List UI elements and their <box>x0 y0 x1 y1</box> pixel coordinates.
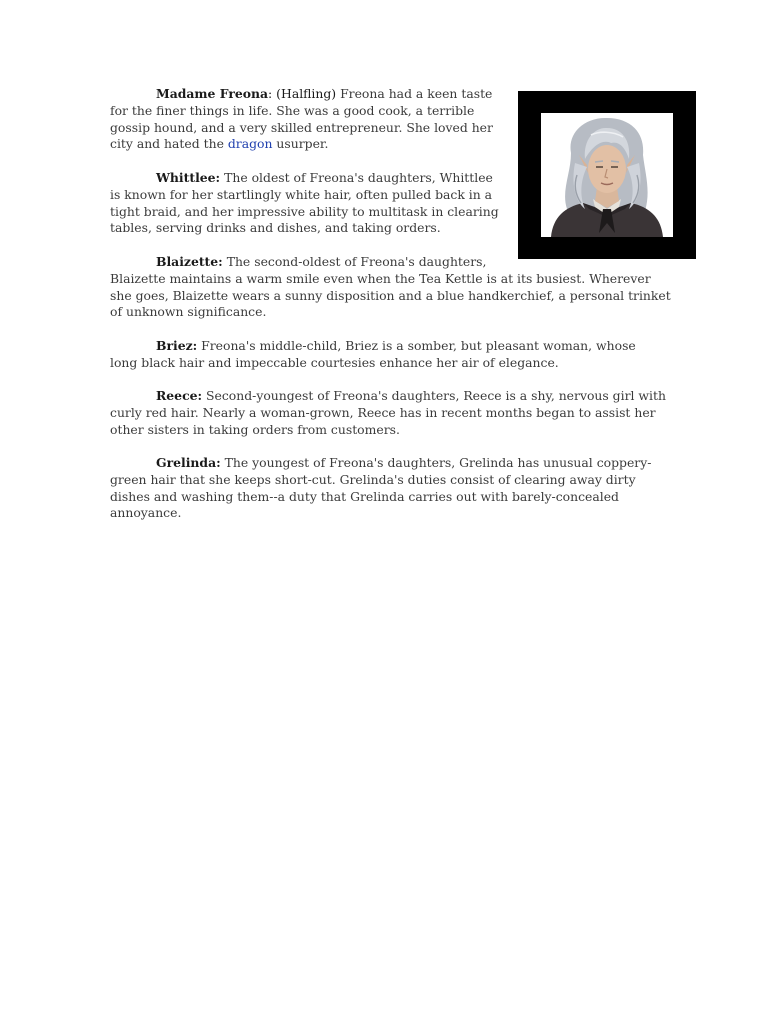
name-colon: : <box>268 86 273 101</box>
text-line: tables, serving drinks and dishes, and taking orders. <box>110 220 441 236</box>
text-run: The oldest of Freona's daughters, Whittlee <box>220 170 493 185</box>
text-line: she goes, Blaizette wears a sunny disposition and a blue handkerchief, a personal trinket <box>110 287 671 303</box>
text-line: dishes and washing them--a duty that Grelinda carries out with barely-concealed <box>110 488 619 504</box>
text-line <box>110 86 493 103</box>
text-line: gossip hound, and a very skilled entrepreneur. She loved her <box>110 119 493 135</box>
text-line <box>110 455 651 472</box>
text-run: city and hated the <box>110 136 228 152</box>
freona-portrait-image <box>541 113 673 237</box>
text-line: curly red hair. Nearly a woman-grown, Reece has in recent months began to assist her <box>110 404 656 420</box>
paragraph-grelinda <box>110 455 651 522</box>
text-line: tight braid, and her impressive ability to multitask in clearing <box>110 203 499 219</box>
text-line: long black hair and impeccable courtesies enhance her air of elegance. <box>110 354 559 370</box>
text-line <box>110 170 499 187</box>
text-line: green hair that she keeps short-cut. Grelinda's duties consist of clearing away dirty <box>110 471 636 487</box>
text-line: other sisters in taking orders from customers. <box>110 421 400 437</box>
portrait-frame <box>518 91 696 259</box>
text-line <box>110 388 666 405</box>
text-line <box>110 136 493 153</box>
text-line: Blaizette maintains a warm smile even when the Tea Kettle is at its busiest. Wherever <box>110 270 651 286</box>
portrait-illustration <box>541 113 673 237</box>
text-run: Second-youngest of Freona's daughters, Reece is a shy, nervous girl with <box>202 388 666 403</box>
text-line: annoyance. <box>110 505 182 521</box>
text-line <box>110 338 636 355</box>
character-name-whittlee: Whittlee: <box>156 170 221 185</box>
paragraph-blaizette <box>110 254 671 321</box>
text-run: Freona's middle-child, Briez is a somber, but pleasant woman, whose <box>197 338 636 353</box>
paragraph-reece <box>110 388 666 438</box>
text-run: The youngest of Freona's daughters, Grelinda has unusual coppery- <box>220 455 652 470</box>
text-line: for the finer things in life. She was a good cook, a terrible <box>110 102 475 118</box>
text-run: Freona had a keen taste <box>336 86 493 101</box>
text-line <box>110 254 671 271</box>
character-name-grelinda: Grelinda: <box>156 455 221 470</box>
paragraph-madame-freona <box>110 86 493 153</box>
text-line: of unknown significance. <box>110 304 267 320</box>
text-line: is known for her startlingly white hair, often pulled back in a <box>110 186 493 202</box>
character-name-freona: Madame Freona <box>156 86 269 101</box>
text-run: The second-oldest of Freona's daughters, <box>222 254 487 269</box>
paragraph-briez <box>110 338 636 372</box>
paragraph-whittlee <box>110 170 499 237</box>
character-name-blaizette: Blaizette: <box>156 254 223 269</box>
text-run: usurper. <box>272 136 329 152</box>
dragon-link[interactable]: dragon <box>227 136 273 152</box>
character-name-reece: Reece: <box>156 388 203 403</box>
character-name-briez: Briez: <box>156 338 198 353</box>
race-qualifier: (Halfling) <box>272 86 337 101</box>
